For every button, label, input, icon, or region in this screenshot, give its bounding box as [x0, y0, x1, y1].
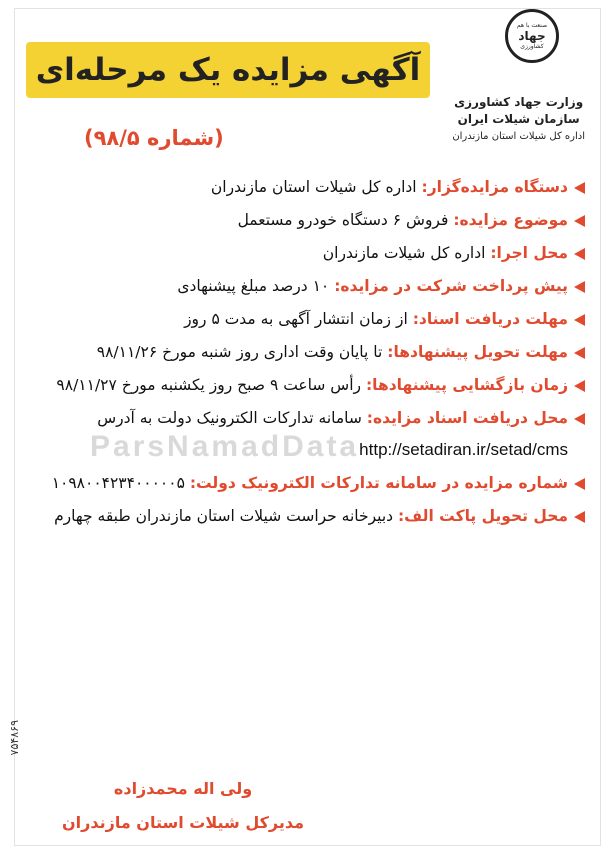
bullet-arrow-icon	[574, 478, 585, 490]
org-line-3: اداره کل شیلات استان مازندران	[452, 131, 585, 142]
item-label: شماره مزایده در سامانه تدارکات الکترونیک دولت:	[189, 474, 568, 492]
seal-name: جهاد	[518, 29, 546, 43]
bullet-arrow-icon	[574, 215, 585, 227]
list-item	[15, 501, 585, 532]
notice-items	[15, 172, 585, 534]
bullet-arrow-icon	[574, 511, 585, 523]
bullet-arrow-icon	[574, 413, 585, 425]
item-value: فروش ۶ دستگاه خودرو مستعمل	[237, 211, 454, 229]
list-item	[15, 337, 585, 368]
signatory-name: ولی اله محمدزاده	[113, 779, 253, 798]
ad-code-text: ۷۵۴۸۶۹	[8, 720, 21, 756]
item-value: رأس ساعت ۹ صبح روز یکشنبه مورخ ۹۸/۱۱/۲۷	[56, 376, 366, 394]
item-label: مهلت دریافت اسناد:	[412, 310, 568, 328]
seal-bottom-text: کشاورزی	[520, 43, 544, 50]
bullet-arrow-icon	[574, 314, 585, 326]
list-item	[15, 172, 585, 203]
ad-code	[8, 720, 22, 780]
list-item	[15, 238, 585, 269]
page-title: آگهی مزایده یک مرحله‌ای	[35, 52, 421, 88]
signatory-title: مدیرکل شیلات استان مازندران	[62, 813, 305, 832]
item-value: سامانه تدارکات الکترونیک دولت به آدرس	[97, 409, 367, 427]
notice-number: (شماره ۹۸/۵)	[84, 126, 224, 150]
item-value: ۱۰۹۸۰۰۴۲۳۴۰۰۰۰۰۵	[51, 474, 190, 492]
item-value: تا پایان وقت اداری روز شنبه مورخ ۹۸/۱۱/۲۶	[96, 343, 388, 361]
item-label: مهلت تحویل پیشنهادها:	[387, 343, 568, 361]
org-line-1: وزارت جهاد کشاورزی	[454, 95, 584, 109]
item-label: موضوع مزایده:	[453, 211, 568, 229]
setad-url-link[interactable]: http://setadiran.ir/setad/cms	[359, 440, 568, 459]
item-value: از زمان انتشار آگهی به مدت ۵ روز	[184, 310, 413, 328]
list-item	[15, 271, 585, 302]
org-line-2: سازمان شیلات ایران	[457, 112, 580, 126]
item-label: پیش پرداخت شرکت در مزایده:	[334, 277, 568, 295]
item-label: دستگاه مزایده‌گزار:	[421, 178, 568, 196]
jahad-seal-icon	[505, 9, 559, 63]
bullet-arrow-icon	[574, 281, 585, 293]
seal-top-text: صنعت با هم	[516, 22, 548, 29]
bullet-arrow-icon	[574, 248, 585, 260]
bullet-arrow-icon	[574, 380, 585, 392]
bullet-arrow-icon	[574, 182, 585, 194]
list-item	[15, 304, 585, 335]
list-item	[15, 468, 585, 499]
item-label: محل تحویل پاکت الف:	[397, 507, 568, 525]
item-value: اداره کل شیلات مازندران	[322, 244, 491, 262]
list-item	[15, 403, 585, 466]
watermark: ParsNamadData	[90, 430, 360, 463]
item-value: اداره کل شیلات استان مازندران	[210, 178, 422, 196]
item-label: محل دریافت اسناد مزایده:	[366, 409, 568, 427]
item-label: محل اجرا:	[490, 244, 568, 262]
item-label: زمان بازگشایی پیشنهادها:	[365, 376, 568, 394]
item-value: ۱۰ درصد مبلغ پیشنهادی	[177, 277, 335, 295]
list-item	[15, 370, 585, 401]
list-item	[15, 205, 585, 236]
title-banner	[26, 42, 430, 98]
organization-block	[452, 94, 585, 145]
signature-block	[62, 772, 304, 840]
bullet-arrow-icon	[574, 347, 585, 359]
item-value: دبیرخانه حراست شیلات استان مازندران طبقه چهارم	[54, 507, 398, 525]
